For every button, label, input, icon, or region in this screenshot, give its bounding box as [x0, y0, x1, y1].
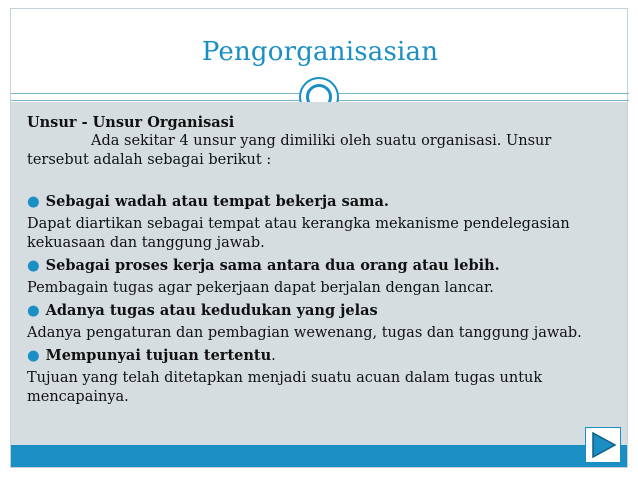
next-slide-button[interactable] — [585, 427, 621, 463]
bullet-text: Adanya tugas atau kedudukan yang jelas — [45, 302, 378, 319]
bullet-description: Dapat diartikan sebagai tempat atau kerangka mekanisme pendelegasian kekuasaan dan tanggung jawab. — [27, 216, 570, 251]
spacer — [27, 170, 617, 189]
bullet-tail: . — [271, 348, 276, 364]
slide — [10, 8, 628, 468]
bullet-dot-icon: ● — [27, 258, 40, 274]
bullet-description: Adanya pengaturan dan pembagian wewenang, tugas dan tanggung jawab. — [27, 325, 582, 341]
bullet-text: Mempunyai tujuan tertentu — [45, 347, 272, 364]
bullet-description: Pembagain tugas agar pekerjaan dapat berjalan dengan lancar. — [27, 280, 494, 296]
bullet-item — [27, 256, 617, 276]
content-panel — [11, 102, 627, 445]
bullet-dot-icon: ● — [27, 303, 40, 319]
section-heading: Unsur - Unsur Organisasi — [27, 114, 235, 131]
slide-body — [27, 113, 617, 407]
slide-title: Pengorganisasian — [201, 37, 439, 67]
intro-paragraph: Ada sekitar 4 unsur yang dimiliki oleh suatu organisasi. Unsur tersebut adalah sebagai berikut : — [27, 133, 552, 168]
bullet-dot-icon: ● — [27, 348, 40, 364]
footer-bar — [11, 445, 627, 467]
bullet-item — [27, 192, 617, 212]
bullet-text: Sebagai proses kerja sama antara dua orang atau lebih. — [45, 257, 500, 274]
bullet-text: Sebagai wadah atau tempat bekerja sama. — [45, 193, 389, 210]
bullet-item — [27, 301, 617, 321]
bullet-item — [27, 346, 617, 366]
bullet-dot-icon: ● — [27, 194, 40, 210]
bullet-description: Tujuan yang telah ditetapkan menjadi suatu acuan dalam tugas untuk mencapainya. — [27, 370, 543, 405]
play-next-icon — [586, 428, 620, 462]
